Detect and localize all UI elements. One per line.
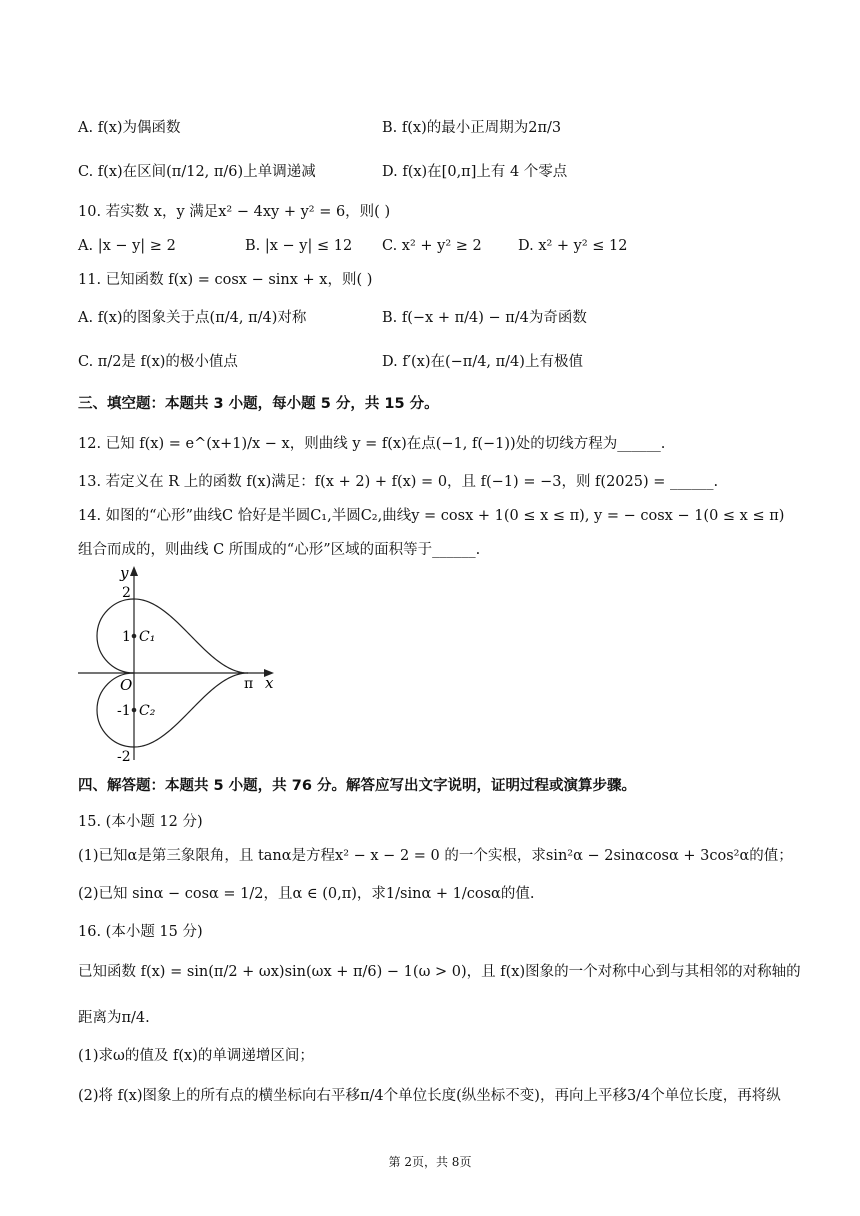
q9-option-c: C. f(x)在区间(π/12, π/6)上单调递减 [78, 164, 316, 180]
q16-stem-line-2: 距离为π/4. [78, 1010, 150, 1026]
center-c1-dot [132, 634, 137, 639]
q11-stem: 11. 已知函数 f(x) = cosx − sinx + x，则( ) [78, 272, 373, 288]
center-c2-dot [132, 708, 137, 713]
y-tick-1: 1 [122, 629, 131, 645]
q16-part-2: (2)将 f(x)图象上的所有点的横坐标向右平移π/4个单位长度(纵坐标不变)，再向上平移3/4个单位长度，再将纵 [78, 1088, 781, 1104]
y-axis-label: y [120, 564, 129, 582]
q9-option-a: A. f(x)为偶函数 [78, 120, 181, 136]
q16-heading: 16. (本小题 15 分) [78, 924, 203, 940]
heart-figure [76, 560, 286, 770]
q14-line-2: 组合而成的，则曲线 C 所围成的“心形”区域的面积等于______. [78, 542, 481, 558]
q13-text: 13. 若定义在 R 上的函数 f(x)满足：f(x + 2) + f(x) = 0，且 f(−1) = −3，则 f(2025) = ______. [78, 474, 719, 490]
q14-line-1: 14. 如图的“心形”曲线C 恰好是半圆C₁,半圆C₂,曲线y = cosx + 1(0 ≤ x ≤ π), y = − cosx − 1(0 ≤ x ≤ π) [78, 508, 785, 524]
q9-option-d: D. f(x)在[0,π]上有 4 个零点 [382, 164, 568, 180]
c2-label: C₂ [139, 703, 156, 719]
section-4-heading: 四、解答题：本题共 5 小题，共 76 分。解答应写出文字说明，证明过程或演算步骤。 [78, 778, 636, 794]
q15-part-1: (1)已知α是第三象限角，且 tanα是方程x² − x − 2 = 0 的一个实根，求sin²α − 2sinαcosα + 3cos²α的值； [78, 848, 793, 864]
q16-part-1: (1)求ω的值及 f(x)的单调递增区间； [78, 1048, 314, 1064]
q16-stem-line-1: 已知函数 f(x) = sin(π/2 + ωx)sin(ωx + π/6) − 1(ω > 0)，且 f(x)图象的一个对称中心到与其相邻的对称轴的 [78, 964, 801, 980]
y-tick-minus-1: -1 [117, 703, 131, 719]
q10-option-a: A. |x − y| ≥ 2 [78, 238, 176, 254]
y-axis-arrow [130, 566, 138, 576]
q10-option-c: C. x² + y² ≥ 2 [382, 238, 482, 254]
q9-option-b: B. f(x)的最小正周期为2π/3 [382, 120, 562, 136]
page-footer: 第 2页，共 8页 [388, 1155, 472, 1169]
q10-stem: 10. 若实数 x，y 满足x² − 4xy + y² = 6，则( ) [78, 204, 391, 220]
q11-option-a: A. f(x)的图象关于点(π/4, π/4)对称 [78, 310, 307, 326]
q12-text: 12. 已知 f(x) = e^(x+1)/x − x，则曲线 y = f(x)在点(−1, f(−1))处的切线方程为______. [78, 436, 666, 452]
q10-option-b: B. |x − y| ≤ 12 [245, 238, 353, 254]
q15-heading: 15. (本小题 12 分) [78, 814, 203, 830]
y-tick-minus-2: -2 [117, 749, 131, 765]
q15-part-2: (2)已知 sinα − cosα = 1/2，且α ∈ (0,π)，求1/sinα + 1/cosα的值. [78, 886, 535, 902]
q11-option-c: C. π/2是 f(x)的极小值点 [78, 354, 238, 370]
x-axis-label: x [265, 674, 274, 692]
c1-label: C₁ [139, 629, 156, 645]
q11-option-b: B. f(−x + π/4) − π/4为奇函数 [382, 310, 587, 326]
q11-option-d: D. f′(x)在(−π/4, π/4)上有极值 [382, 354, 583, 370]
y-tick-2: 2 [122, 585, 131, 601]
x-tick-pi: π [244, 676, 254, 692]
origin-label: O [120, 676, 133, 694]
q10-option-d: D. x² + y² ≤ 12 [518, 238, 628, 254]
section-3-heading: 三、填空题：本题共 3 小题，每小题 5 分，共 15 分。 [78, 396, 439, 412]
